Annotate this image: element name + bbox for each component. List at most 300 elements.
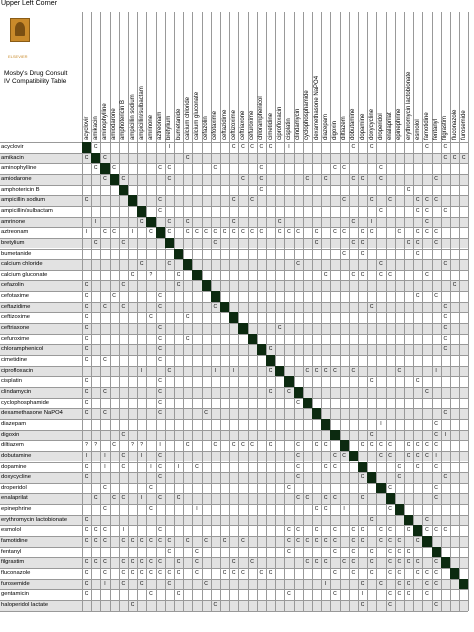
compatibility-cell: C bbox=[241, 538, 245, 545]
compatibility-cell: C bbox=[268, 442, 273, 449]
compatibility-cell: C bbox=[397, 580, 402, 587]
compatibility-cell: C bbox=[397, 463, 402, 470]
column-header: aztreonam bbox=[157, 111, 164, 140]
compatibility-cell: C bbox=[360, 580, 365, 587]
compatibility-cell: C bbox=[231, 218, 236, 225]
compatibility-cell: C bbox=[296, 474, 300, 481]
compatibility-cell: C bbox=[314, 229, 319, 236]
compatibility-cell: C bbox=[296, 538, 300, 545]
compatibility-cell: I bbox=[343, 506, 345, 513]
compatibility-cell: C bbox=[84, 154, 89, 161]
compatibility-cell: C bbox=[425, 452, 429, 459]
compatibility-cell: C bbox=[103, 229, 107, 236]
compatibility-cell: I bbox=[150, 463, 152, 470]
compatibility-cell: C bbox=[388, 570, 392, 576]
compatibility-cell: C bbox=[434, 431, 438, 438]
diagonal-cell bbox=[275, 366, 284, 377]
diagonal-cell bbox=[358, 462, 367, 473]
compatibility-cell: C bbox=[277, 218, 282, 225]
diagonal-cell bbox=[349, 451, 358, 462]
compatibility-cell: C bbox=[103, 357, 107, 363]
compatibility-cell: C bbox=[443, 154, 448, 161]
row-header: erythromycin lactobionate bbox=[1, 516, 68, 523]
compatibility-cell: C bbox=[434, 580, 438, 587]
row-header: clindamycin bbox=[1, 388, 32, 395]
diagonal-cell bbox=[441, 557, 450, 568]
column-header: famotidine bbox=[423, 112, 430, 140]
compatibility-cell: C bbox=[167, 538, 172, 545]
compatibility-cell: C bbox=[351, 570, 356, 576]
compatibility-cell: C bbox=[379, 207, 383, 214]
diagonal-cell bbox=[376, 483, 385, 494]
compatibility-cell: C bbox=[167, 548, 172, 555]
compatibility-cell: C bbox=[443, 474, 448, 481]
diagonal-cell bbox=[284, 376, 293, 387]
row-header: furosemide bbox=[1, 580, 30, 587]
row-header: dopamine bbox=[1, 463, 27, 470]
compatibility-cell: C bbox=[342, 197, 346, 204]
column-header: fluconazole bbox=[451, 109, 458, 140]
compatibility-cell: C bbox=[204, 229, 208, 236]
compatibility-cell: C bbox=[84, 314, 89, 321]
compatibility-cell: C bbox=[443, 346, 448, 353]
compatibility-cell: C bbox=[333, 452, 337, 459]
compatibility-cell: C bbox=[314, 538, 319, 545]
compatibility-cell: C bbox=[176, 271, 181, 278]
compatibility-cell: C bbox=[84, 591, 89, 598]
compatibility-cell: C bbox=[369, 559, 374, 566]
column-divider bbox=[349, 12, 350, 611]
compatibility-cell: C bbox=[139, 559, 144, 566]
row-header: diazepam bbox=[1, 420, 27, 427]
compatibility-cell: C bbox=[333, 591, 337, 598]
column-divider bbox=[110, 12, 111, 611]
column-header: ceftriaxone bbox=[239, 110, 246, 140]
diagonal-cell bbox=[303, 398, 312, 409]
compatibility-cell: C bbox=[250, 229, 254, 236]
column-header: calcium chloride bbox=[184, 96, 191, 140]
compatibility-cell: C bbox=[388, 601, 392, 608]
compatibility-cell: C bbox=[130, 559, 135, 566]
compatibility-cell: C bbox=[287, 538, 291, 545]
compatibility-cell: C bbox=[121, 463, 126, 470]
compatibility-cell: C bbox=[305, 538, 310, 545]
compatibility-cell: C bbox=[351, 271, 356, 278]
compatibility-cell: I bbox=[214, 367, 216, 374]
compatibility-cell: I bbox=[168, 144, 170, 150]
compatibility-cell: C bbox=[158, 207, 162, 214]
compatibility-cell: C bbox=[195, 463, 199, 470]
compatibility-cell: C bbox=[296, 495, 300, 502]
compatibility-cell: C bbox=[195, 548, 199, 555]
compatibility-cell: C bbox=[425, 218, 429, 225]
row-header: famotidine bbox=[1, 538, 28, 545]
row-header: fentanyl bbox=[1, 548, 22, 555]
compatibility-cell: C bbox=[231, 229, 236, 236]
compatibility-cell: I bbox=[435, 452, 437, 459]
compatibility-cell: C bbox=[167, 218, 172, 225]
compatibility-cell: C bbox=[425, 580, 429, 587]
compatibility-cell: I bbox=[131, 229, 134, 236]
compatibility-cell: C bbox=[314, 239, 319, 246]
compatibility-cell: C bbox=[351, 538, 356, 545]
compatibility-cell: C bbox=[314, 367, 319, 374]
column-header: amrinone bbox=[147, 114, 154, 140]
compatibility-cell: C bbox=[425, 229, 429, 236]
compatibility-cell: C bbox=[406, 452, 411, 459]
compatibility-cell: C bbox=[149, 538, 153, 545]
table-title-line2: IV Compatibility Table bbox=[4, 78, 67, 85]
column-header: dexamethasone NaPO4 bbox=[313, 75, 320, 140]
compatibility-cell: C bbox=[84, 378, 89, 385]
diagonal-cell bbox=[459, 579, 468, 590]
column-header: filgrastim bbox=[442, 115, 449, 140]
row-header: ceftizoxime bbox=[1, 314, 30, 321]
column-header: cimetidine bbox=[267, 112, 274, 140]
compatibility-cell: C bbox=[434, 420, 438, 427]
compatibility-cell: I bbox=[104, 580, 106, 587]
compatibility-cell: I bbox=[370, 218, 373, 225]
diagonal-cell bbox=[395, 504, 404, 515]
compatibility-cell: C bbox=[314, 527, 319, 534]
compatibility-cell: C bbox=[296, 229, 300, 236]
compatibility-cell: C bbox=[397, 570, 402, 576]
compatibility-cell: C bbox=[250, 442, 254, 449]
compatibility-cell: I bbox=[94, 218, 97, 225]
compatibility-cell: C bbox=[415, 559, 420, 566]
compatibility-cell: C bbox=[158, 495, 162, 502]
compatibility-cell: C bbox=[333, 548, 337, 555]
compatibility-cell: C bbox=[121, 239, 126, 246]
compatibility-cell: C bbox=[158, 335, 162, 342]
compatibility-cell: C bbox=[360, 538, 365, 545]
compatibility-cell: C bbox=[425, 442, 429, 449]
compatibility-cell: C bbox=[84, 463, 89, 470]
compatibility-cell: C bbox=[360, 271, 365, 278]
compatibility-cell: C bbox=[259, 165, 264, 172]
compatibility-cell: C bbox=[397, 229, 402, 236]
compatibility-cell: C bbox=[434, 527, 438, 534]
compatibility-cell: C bbox=[452, 154, 457, 161]
compatibility-cell: C bbox=[103, 175, 107, 182]
compatibility-cell: C bbox=[84, 474, 89, 481]
compatibility-cell: C bbox=[250, 144, 254, 150]
compatibility-cell: C bbox=[167, 175, 172, 182]
compatibility-cell: C bbox=[434, 559, 438, 566]
column-header: amphotericin B bbox=[120, 99, 127, 140]
compatibility-cell: C bbox=[369, 516, 374, 523]
compatibility-cell: C bbox=[360, 601, 365, 608]
compatibility-cell: C bbox=[314, 442, 319, 449]
compatibility-cell: C bbox=[406, 580, 411, 587]
compatibility-cell: C bbox=[103, 570, 107, 576]
compatibility-cell: C bbox=[351, 527, 356, 534]
compatibility-cell: C bbox=[195, 559, 199, 566]
compatibility-cell: C bbox=[84, 559, 89, 566]
compatibility-cell: C bbox=[443, 325, 448, 332]
compatibility-cell: C bbox=[213, 601, 218, 608]
compatibility-cell: C bbox=[443, 303, 448, 310]
row-header: digoxin bbox=[1, 431, 20, 438]
diagonal-cell bbox=[450, 568, 459, 579]
compatibility-cell: C bbox=[259, 229, 264, 236]
compatibility-cell: C bbox=[388, 527, 392, 534]
compatibility-cell: C bbox=[167, 580, 172, 587]
compatibility-cell: C bbox=[369, 229, 374, 236]
compatibility-cell: C bbox=[323, 463, 328, 470]
row-header: cimetidine bbox=[1, 357, 28, 363]
compatibility-cell: C bbox=[333, 527, 337, 534]
compatibility-cell: C bbox=[84, 527, 89, 534]
compatibility-cell: C bbox=[314, 506, 319, 513]
column-header: erythromycin lactobionate bbox=[405, 71, 412, 140]
compatibility-cell: C bbox=[195, 229, 199, 236]
publisher-name: ELSEVIER bbox=[8, 54, 28, 59]
compatibility-cell: C bbox=[323, 271, 328, 278]
compatibility-cell: C bbox=[397, 538, 402, 545]
column-divider bbox=[146, 12, 147, 611]
compatibility-cell: C bbox=[415, 442, 420, 449]
row-header: aminophylline bbox=[1, 165, 37, 172]
row-header: cefazolin bbox=[1, 282, 24, 289]
compatibility-cell: C bbox=[287, 548, 291, 555]
compatibility-cell: C bbox=[296, 442, 300, 449]
compatibility-cell: C bbox=[158, 325, 162, 332]
compatibility-cell: C bbox=[351, 559, 356, 566]
compatibility-cell: I bbox=[232, 367, 235, 374]
compatibility-cell: I bbox=[380, 420, 382, 427]
compatibility-cell: C bbox=[342, 559, 346, 566]
compatibility-cell: C bbox=[259, 570, 264, 576]
row-header: aztreonam bbox=[1, 229, 29, 236]
column-divider bbox=[174, 12, 175, 611]
compatibility-cell: C bbox=[434, 442, 438, 449]
compatibility-cell: C bbox=[388, 484, 392, 491]
compatibility-cell: C bbox=[139, 538, 144, 545]
column-divider bbox=[468, 12, 469, 611]
compatibility-cell: C bbox=[176, 570, 181, 576]
compatibility-cell: C bbox=[158, 452, 162, 459]
row-header: dexamethasone NaPO4 bbox=[1, 410, 63, 417]
compatibility-cell: C bbox=[241, 229, 245, 236]
compatibility-cell: C bbox=[158, 357, 162, 363]
compatibility-cell: C bbox=[121, 431, 126, 438]
compatibility-cell: C bbox=[103, 410, 107, 417]
compatibility-cell: C bbox=[158, 538, 162, 545]
compatibility-cell: C bbox=[415, 538, 420, 545]
row-header: calcium chloride bbox=[1, 261, 43, 268]
column-header: amikacin bbox=[92, 116, 99, 140]
column-divider bbox=[284, 12, 285, 611]
compatibility-cell: C bbox=[434, 570, 438, 576]
compatibility-cell: C bbox=[434, 495, 438, 502]
column-divider bbox=[376, 12, 377, 611]
diagonal-cell bbox=[294, 387, 303, 398]
compatibility-cell: ? bbox=[85, 442, 88, 449]
compatibility-cell: C bbox=[103, 559, 107, 566]
diagonal-cell bbox=[137, 206, 146, 217]
compatibility-cell: C bbox=[379, 442, 383, 449]
compatibility-cell: C bbox=[406, 591, 411, 598]
compatibility-cell: C bbox=[158, 388, 162, 395]
compatibility-cell: C bbox=[296, 261, 300, 268]
compatibility-cell: C bbox=[397, 367, 402, 374]
compatibility-cell: ? bbox=[149, 271, 153, 278]
row-header: ampicillin sodium bbox=[1, 197, 46, 204]
compatibility-cell: C bbox=[406, 548, 411, 555]
compatibility-cell: C bbox=[167, 261, 172, 268]
compatibility-cell: C bbox=[158, 165, 162, 172]
compatibility-cell: C bbox=[268, 346, 273, 353]
compatibility-cell: C bbox=[213, 442, 218, 449]
row-header: ceftazidime bbox=[1, 303, 31, 310]
compatibility-cell: I bbox=[104, 452, 106, 459]
column-header: ciprofloxacin bbox=[276, 106, 283, 140]
compatibility-cell: C bbox=[296, 527, 300, 534]
diagonal-cell bbox=[82, 142, 91, 153]
compatibility-cell: C bbox=[185, 229, 190, 236]
compatibility-cell: I bbox=[361, 591, 364, 598]
compatibility-cell: C bbox=[268, 570, 273, 576]
compatibility-cell: C bbox=[351, 239, 356, 246]
compatibility-cell: C bbox=[231, 442, 236, 449]
compatibility-cell: C bbox=[360, 175, 365, 182]
compatibility-cell: C bbox=[369, 378, 374, 385]
compatibility-cell: C bbox=[351, 548, 356, 555]
diagonal-cell bbox=[248, 334, 257, 345]
diagonal-cell bbox=[110, 174, 119, 185]
compatibility-cell: I bbox=[140, 367, 143, 374]
column-header: cyclophosphamide bbox=[304, 90, 311, 140]
compatibility-cell: C bbox=[425, 570, 429, 576]
compatibility-cell: C bbox=[342, 452, 346, 459]
column-divider bbox=[202, 12, 203, 611]
diagonal-cell bbox=[91, 153, 100, 164]
compatibility-cell: C bbox=[415, 229, 420, 236]
compatibility-cell: C bbox=[360, 442, 365, 449]
compatibility-cell: C bbox=[158, 399, 162, 406]
compatibility-cell: I bbox=[122, 527, 124, 534]
diagonal-cell bbox=[257, 344, 266, 355]
compatibility-cell: C bbox=[149, 314, 153, 321]
compatibility-cell: C bbox=[112, 442, 116, 449]
compatibility-cell: C bbox=[213, 303, 218, 310]
compatibility-cell: C bbox=[333, 463, 337, 470]
compatibility-cell: C bbox=[250, 559, 254, 566]
compatibility-cell: C bbox=[158, 570, 162, 576]
diagonal-cell bbox=[386, 493, 395, 504]
compatibility-cell: C bbox=[415, 239, 420, 246]
compatibility-cell: C bbox=[434, 293, 438, 300]
compatibility-cell: C bbox=[121, 495, 126, 502]
column-header: cisplatin bbox=[285, 118, 292, 140]
column-header: ampicillin sodium bbox=[129, 94, 136, 140]
compatibility-cell: C bbox=[84, 516, 89, 523]
compatibility-cell: C bbox=[241, 570, 245, 576]
compatibility-cell: C bbox=[379, 261, 383, 268]
row-header: amrinone bbox=[1, 218, 26, 225]
compatibility-cell: C bbox=[397, 591, 402, 598]
compatibility-cell: C bbox=[185, 314, 190, 321]
compatibility-cell: C bbox=[305, 367, 310, 374]
compatibility-cell: C bbox=[167, 229, 172, 236]
compatibility-cell: C bbox=[360, 495, 365, 502]
compatibility-cell: C bbox=[222, 570, 227, 576]
column-header: cefuroxime bbox=[249, 110, 256, 140]
column-header: enalaprilat bbox=[387, 112, 394, 140]
diagonal-cell bbox=[100, 163, 109, 174]
compatibility-cell: C bbox=[158, 474, 162, 481]
compatibility-cell: C bbox=[93, 495, 98, 502]
column-header: furosemide bbox=[460, 110, 467, 140]
compatibility-cell: C bbox=[388, 197, 392, 204]
compatibility-cell: C bbox=[443, 527, 448, 534]
compatibility-cell: C bbox=[158, 293, 162, 300]
compatibility-cell: C bbox=[121, 303, 126, 310]
column-divider bbox=[459, 12, 460, 611]
row-header: dobutamine bbox=[1, 452, 32, 459]
compatibility-cell: ? bbox=[140, 442, 144, 449]
row-header: cefuroxime bbox=[1, 335, 30, 342]
row-header: haloperidol lactate bbox=[1, 601, 49, 608]
compatibility-cell: C bbox=[323, 559, 328, 566]
compatibility-cell: C bbox=[351, 175, 356, 182]
compatibility-cell: C bbox=[287, 229, 291, 236]
compatibility-cell: C bbox=[158, 410, 162, 417]
column-header: dobutamine bbox=[350, 108, 357, 140]
compatibility-cell: C bbox=[112, 495, 116, 502]
column-divider bbox=[413, 12, 414, 611]
compatibility-cell: C bbox=[250, 197, 254, 204]
diagonal-cell bbox=[413, 525, 422, 536]
compatibility-cell: C bbox=[231, 570, 236, 576]
column-divider bbox=[321, 12, 322, 611]
diagonal-cell bbox=[119, 185, 128, 196]
compatibility-cell: C bbox=[406, 186, 411, 193]
compatibility-cell: C bbox=[388, 538, 392, 545]
compatibility-cell: C bbox=[425, 516, 429, 523]
compatibility-cell: C bbox=[185, 154, 190, 161]
compatibility-cell: C bbox=[241, 442, 245, 449]
compatibility-cell: C bbox=[333, 165, 337, 172]
compatibility-cell: C bbox=[443, 261, 448, 268]
compatibility-cell: C bbox=[158, 197, 162, 204]
compatibility-cell: C bbox=[268, 367, 273, 374]
compatibility-cell: C bbox=[149, 484, 153, 491]
compatibility-cell: C bbox=[425, 388, 429, 395]
compatibility-cell: C bbox=[443, 207, 448, 214]
compatibility-cell: C bbox=[103, 527, 107, 534]
compatibility-cell: C bbox=[397, 548, 402, 555]
row-divider bbox=[0, 611, 468, 612]
diagonal-cell bbox=[432, 547, 441, 558]
compatibility-cell: C bbox=[323, 506, 328, 513]
diagonal-cell bbox=[404, 515, 413, 526]
compatibility-cell: C bbox=[443, 335, 448, 342]
column-header: epinephrine bbox=[396, 108, 403, 140]
compatibility-cell: C bbox=[130, 601, 135, 608]
compatibility-cell: C bbox=[342, 250, 346, 257]
compatibility-cell: C bbox=[287, 527, 291, 534]
compatibility-cell: C bbox=[415, 452, 420, 459]
compatibility-cell: C bbox=[167, 570, 172, 576]
compatibility-cell: C bbox=[259, 175, 264, 182]
compatibility-cell: C bbox=[268, 144, 273, 150]
compatibility-cell: C bbox=[158, 346, 162, 353]
upper-left-corner-label: Upper Left Corner bbox=[1, 0, 58, 7]
row-header: fluconazole bbox=[1, 570, 31, 576]
compatibility-cell: I bbox=[85, 452, 88, 459]
